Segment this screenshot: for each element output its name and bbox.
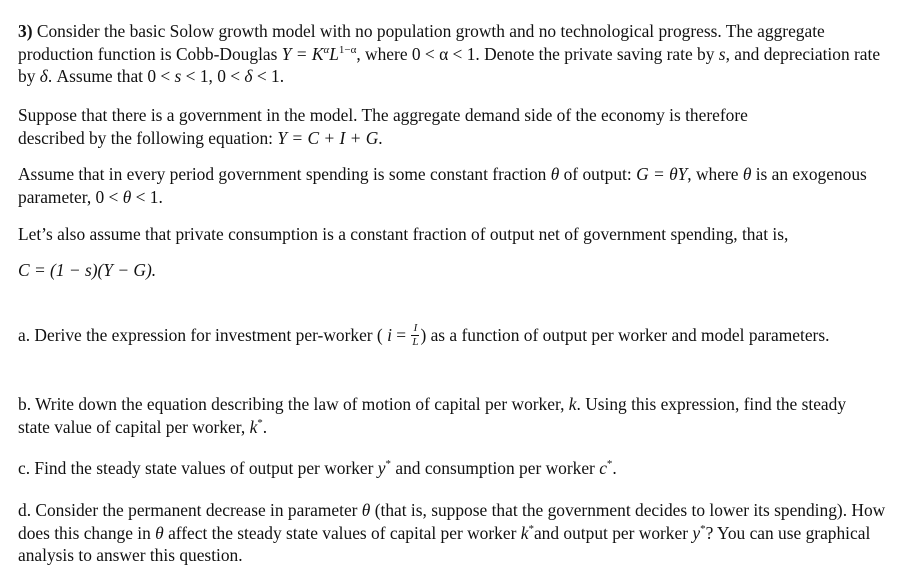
spending-paragraph: Assume that in every period government spending is some constant fraction θ of output: G = θY, where θ is an exogenous parameter, 0 < θ < 1. [18, 164, 867, 207]
intro-paragraph: 3) Consider the basic Solow growth model with no population growth and no technological progress. The aggregate production function is Cobb-Douglas $Y = K^\alpha L^{1-\alpha}$, where 0 < α < 1. Denote the private saving rate by s, and depreciation rate by δ. Assume that 0 < s < 1, 0 < δ < 1. [18, 21, 881, 86]
consumption-equation: C = (1 − s)(Y − G). [18, 260, 157, 280]
question-a: a. Derive the expression for investment per-worker ( i = $\frac{I}{L}$ ) as a function of output per worker and model parameters. [18, 321, 830, 348]
problem-number: 3) [18, 21, 33, 41]
question-d: d. Consider the permanent decrease in parameter θ (that is, suppose that the government decides to lower its spending). How does this change in θ affect the steady state values of capital per worker k*and output per worker y*? You can use graphical analysis to answer this question. [18, 500, 886, 565]
question-c: c. Find the steady state values of output per worker y* and consumption per worker c*. [18, 458, 617, 478]
fraction-I-over-L: $\frac{I}{L}$ [412, 321, 419, 348]
question-b: b. Write down the equation describing the law of motion of capital per worker, k. Using this expression, find the steady state value of capital per worker, k*. [18, 394, 847, 437]
government-paragraph: Suppose that there is a government in the model. The aggregate demand side of the economy is therefore described by the following equation: Y = C + I + G. [18, 105, 748, 148]
consumption-paragraph: Let’s also assume that private consumption is a constant fraction of output net of government spending, that is, [18, 224, 789, 244]
